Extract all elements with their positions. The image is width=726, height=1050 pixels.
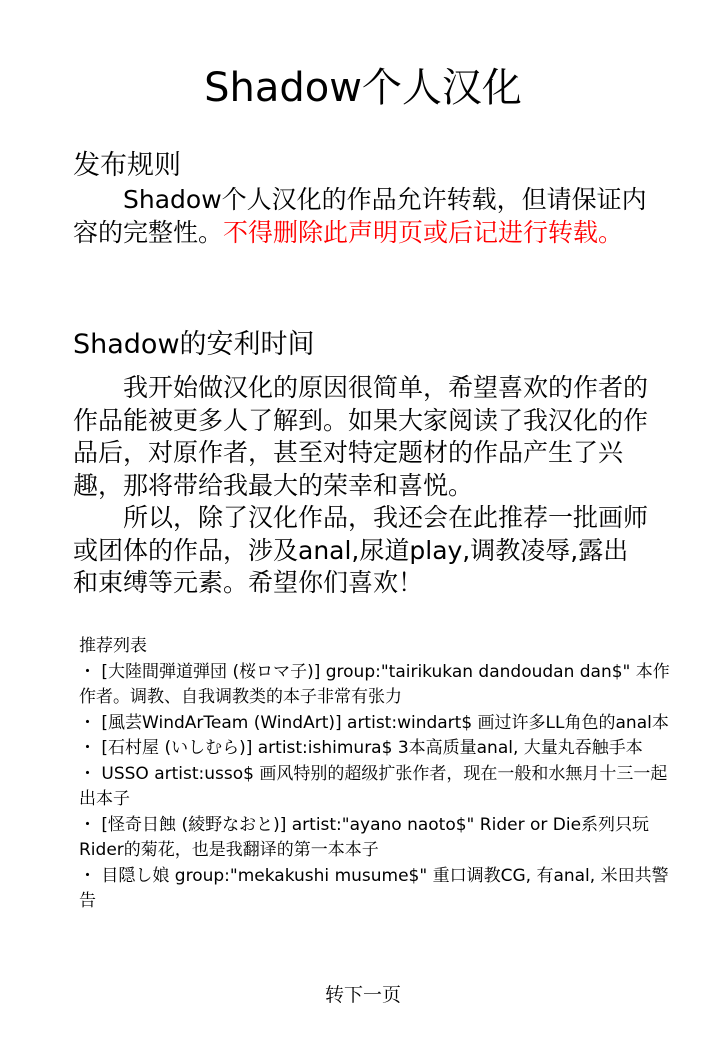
rules-warning-text: 不得删除此声明页或后记进行转载。 <box>223 217 624 247</box>
list-label: 推荐列表 <box>79 636 147 656</box>
rules-heading: 发布规则 <box>73 150 181 181</box>
recommend-heading: Shadow的安利时间 <box>73 329 315 360</box>
list-item: ・ [風芸WindArTeam (WindArt)] artist:windart$ 画过许多LL角色的anal本 <box>79 712 669 733</box>
recommend-paragraph-1: 我开始做汉化的原因很简单，希望喜欢的作者的作品能被更多人了解到。如果大家阅读了我汉化的作品后，对原作者，甚至对特定题材的作品产生了兴趣，那将带给我最大的荣幸和喜悦。 <box>73 373 649 500</box>
recommend-paragraph-2: 所以，除了汉化作品，我还会在此推荐一批画师或团体的作品，涉及anal,尿道play,调教凌辱,露出和束缚等元素。希望你们喜欢！ <box>73 503 649 597</box>
list-item: ・ USSO artist:usso$ 画风特别的超级扩张作者，现在一般和水無月十三一起出本子 <box>79 763 668 809</box>
recommend-body <box>73 372 653 600</box>
list-item: ・ [怪奇日蝕 (綾野なおと)] artist:"ayano naoto$" Rider or Die系列只玩Rider的菊花，也是我翻译的第一本本子 <box>79 814 650 860</box>
next-page-note: 转下一页 <box>324 984 401 1006</box>
page-title: Shadow个人汉化 <box>204 65 522 111</box>
rules-paragraph <box>73 184 653 249</box>
rules-text: Shadow个人汉化的作品允许转载，但请保证内容的完整性。 <box>73 185 647 247</box>
list-item: ・ [石村屋 (いしむら)] artist:ishimura$ 3本高质量anal, 大量丸吞触手本 <box>79 738 643 758</box>
recommend-list <box>79 634 679 915</box>
list-item: ・ 目隠し娘 group:"mekakushi musume$" 重口调教CG, 有anal, 米田共警告 <box>79 865 669 911</box>
list-item: ・ [大陸間弾道弾団 (桜ロマ子)] group:"tairikukan dandoudan dan$" 本作作者。调教、自我调教类的本子非常有张力 <box>79 661 670 707</box>
